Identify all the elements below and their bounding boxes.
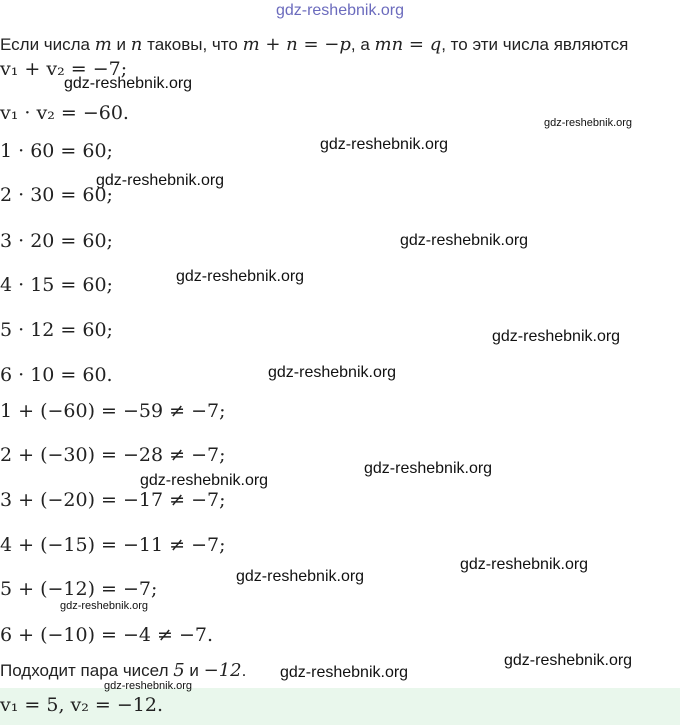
equation-line: 2 · 30 = 60; xyxy=(0,184,113,206)
intro-and: и xyxy=(111,35,131,54)
intro-before: Если числа xyxy=(0,35,95,54)
equation-line: 5 + (−12) = −7; xyxy=(0,578,158,600)
equation-line: 4 · 15 = 60; xyxy=(0,274,113,296)
equation-line: 2 + (−30) = −28 ≠ −7; xyxy=(0,444,226,466)
watermark: gdz-reshebnik.org xyxy=(96,172,225,189)
conclusion-text xyxy=(0,660,246,681)
var-n: n xyxy=(130,34,143,55)
site-header[interactable]: gdz-reshebnik.org xyxy=(275,2,405,19)
watermark: gdz-reshebnik.org xyxy=(140,472,269,489)
watermark: gdz-reshebnik.org xyxy=(364,460,493,477)
watermark: gdz-reshebnik.org xyxy=(400,232,529,249)
watermark: gdz-reshebnik.org xyxy=(504,652,633,669)
watermark: gdz-reshebnik.org xyxy=(176,268,305,285)
intro-text xyxy=(0,34,628,55)
equation-line: 4 + (−15) = −11 ≠ −7; xyxy=(0,534,226,556)
equation-line: 1 + (−60) = −59 ≠ −7; xyxy=(0,400,226,422)
number-a: 5 xyxy=(173,660,185,681)
watermark: gdz-reshebnik.org xyxy=(320,136,449,153)
watermark: gdz-reshebnik.org xyxy=(280,664,409,681)
var-m: m xyxy=(94,34,112,55)
conclusion-and: и xyxy=(184,661,204,680)
watermark: gdz-reshebnik.org xyxy=(492,328,621,345)
conclusion-after: . xyxy=(241,661,247,680)
product-equation: mn = q xyxy=(374,34,442,55)
equation-line: 6 · 10 = 60. xyxy=(0,364,113,386)
equation-line: v₁ · v₂ = −60. xyxy=(0,102,129,124)
watermark: gdz-reshebnik.org xyxy=(104,680,193,692)
equation-line: v₁ + v₂ = −7; xyxy=(0,58,128,80)
conclusion-before: Подходит пара чисел xyxy=(0,661,174,680)
watermark: gdz-reshebnik.org xyxy=(268,364,397,381)
equation-line: 3 · 20 = 60; xyxy=(0,230,113,252)
number-b: −12 xyxy=(203,660,242,681)
watermark: gdz-reshebnik.org xyxy=(544,117,633,129)
equation-line: 1 · 60 = 60; xyxy=(0,140,113,162)
watermark: gdz-reshebnik.org xyxy=(64,75,193,92)
intro-such: таковы, что xyxy=(142,35,243,54)
equation-line: 5 · 12 = 60; xyxy=(0,319,113,341)
intro-comma-a: , а xyxy=(350,35,375,54)
equation-line: 3 + (−20) = −17 ≠ −7; xyxy=(0,489,226,511)
watermark: gdz-reshebnik.org xyxy=(460,556,589,573)
intro-after: , то эти числа являются xyxy=(441,35,629,54)
watermark: gdz-reshebnik.org xyxy=(60,600,149,612)
answer-line: v₁ = 5, v₂ = −12. xyxy=(0,694,164,716)
equation-line: 6 + (−10) = −4 ≠ −7. xyxy=(0,624,214,646)
sum-equation: m + n = −p xyxy=(242,34,351,55)
watermark: gdz-reshebnik.org xyxy=(236,568,365,585)
